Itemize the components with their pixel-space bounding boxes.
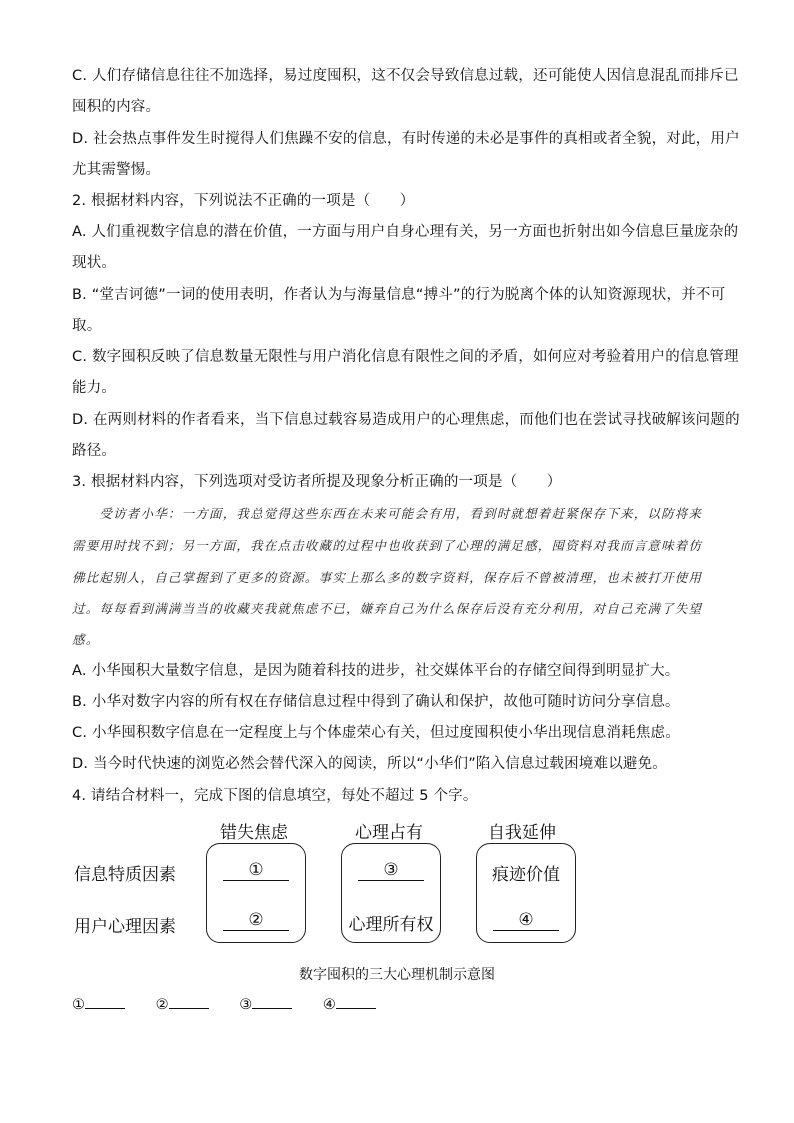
option-a-q3: A. 小华囤积大量数字信息，是因为随着科技的进步，社交媒体平台的存储空间得到明显扩大。 bbox=[72, 663, 680, 679]
option-c-q3: C. 小华囤积数字信息在一定程度上与个体虚荣心有关，但过度囤积使小华出现信息消耗焦虑。 bbox=[72, 725, 680, 741]
option-a-q2-line1: A. 人们重视数字信息的潜在价值，一方面与用户自身心理有关，另一方面也折射出如今信息巨量庞杂的 bbox=[72, 224, 739, 240]
option-d-q2-line1: D. 在两则材料的作者看来，当下信息过载容易造成用户的心理焦虑，而他们也在尝试寻找破解该问题的 bbox=[72, 412, 740, 428]
question-2-stem: 2. 根据材料内容，下列说法不正确的一项是（ ） bbox=[72, 193, 415, 209]
quote-line: 受访者小华：一方面，我总觉得这些东西在未来可能会有用，看到时就想着赶紧保存下来，以防将来 bbox=[72, 506, 703, 521]
diagram-cell-blank bbox=[206, 910, 306, 931]
option-d-q1-line2: 尤其需警惕。 bbox=[72, 162, 161, 178]
fill-blank-2[interactable]: ② bbox=[223, 910, 289, 931]
diagram-cell-blank bbox=[341, 860, 441, 881]
answer-item[interactable]: ④ bbox=[323, 994, 376, 1013]
answer-item[interactable]: ② bbox=[156, 994, 209, 1013]
answer-underline bbox=[336, 994, 376, 1009]
option-b-q2-line1: B. “堂吉诃德”一词的使用表明，作者认为与海量信息“搏斗”的行为脱离个体的认知资源现状，并不可 bbox=[72, 287, 726, 303]
answer-item[interactable]: ① bbox=[72, 994, 125, 1013]
option-c-q2-line2: 能力。 bbox=[72, 380, 117, 396]
fill-blank-4[interactable]: ④ bbox=[493, 910, 559, 931]
answer-blanks bbox=[72, 994, 402, 1013]
option-b-q3: B. 小华对数字内容的所有权在存储信息过程中得到了确认和保护，故他可随时访问分享信息。 bbox=[72, 694, 680, 710]
diagram-column-title: 心理占有 bbox=[355, 823, 423, 843]
option-d-q3: D. 当今时代快速的浏览必然会替代深入的阅读，所以“小华们”陷入信息过载困境难以避免。 bbox=[72, 756, 668, 772]
option-c-q1-line1: C. 人们存储信息往往不加选择，易过度囤积，这不仅会导致信息过载，还可能使人因信息混乱而排斥已 bbox=[72, 68, 739, 84]
quote-line: 需要用时找不到；另一方面，我在点击收藏的过程中也收获到了心理的满足感，囤资料对我而言意味着仿 bbox=[72, 538, 703, 553]
quote-line: 过。每每看到满满当当的收藏夹我就焦虑不已，嫌弃自己为什么保存后没有充分利用，对自己充满了失望 bbox=[72, 601, 703, 616]
diagram-caption: 数字囤积的三大心理机制示意图 bbox=[299, 967, 495, 983]
diagram-cell-blank bbox=[476, 910, 576, 931]
diagram-column-title: 自我延伸 bbox=[488, 823, 556, 843]
diagram-cell-text: 心理所有权 bbox=[348, 915, 434, 935]
diagram-cell-text: 痕迹价值 bbox=[492, 865, 560, 885]
answer-underline bbox=[252, 994, 292, 1009]
option-a-q2-line2: 现状。 bbox=[72, 255, 117, 271]
option-d-q2-line2: 路径。 bbox=[72, 443, 117, 459]
diagram-column-title: 错失焦虑 bbox=[220, 823, 288, 843]
option-c-q1-line2: 囤积的内容。 bbox=[72, 99, 161, 115]
quote-line: 佛比起别人，自己掌握到了更多的资源。事实上那么多的数字资料，保存后不曾被清理，也未被打开使用 bbox=[72, 570, 703, 585]
answer-item[interactable]: ③ bbox=[239, 994, 292, 1013]
answer-underline bbox=[85, 994, 125, 1009]
question-3-stem: 3. 根据材料内容，下列选项对受访者所提及现象分析正确的一项是（ ） bbox=[72, 474, 562, 490]
option-c-q2-line1: C. 数字囤积反映了信息数量无限性与用户消化信息有限性之间的矛盾，如何应对考验着用户的信息管理 bbox=[72, 349, 739, 365]
answer-underline bbox=[169, 994, 209, 1009]
fill-blank-1[interactable]: ① bbox=[223, 860, 289, 881]
option-d-q1-line1: D. 社会热点事件发生时搅得人们焦躁不安的信息，有时传递的未必是事件的真相或者全貌，对此，用户 bbox=[72, 131, 740, 147]
option-b-q2-line2: 取。 bbox=[72, 318, 102, 334]
diagram-row-label: 用户心理因素 bbox=[74, 917, 176, 937]
diagram-cell-blank bbox=[206, 860, 306, 881]
question-4-stem: 4. 请结合材料一，完成下图的信息填空，每处不超过 5 个字。 bbox=[72, 788, 478, 804]
quote-line: 感。 bbox=[72, 632, 100, 647]
fill-blank-3[interactable]: ③ bbox=[358, 860, 424, 881]
diagram-row-label: 信息特质因素 bbox=[74, 865, 176, 885]
